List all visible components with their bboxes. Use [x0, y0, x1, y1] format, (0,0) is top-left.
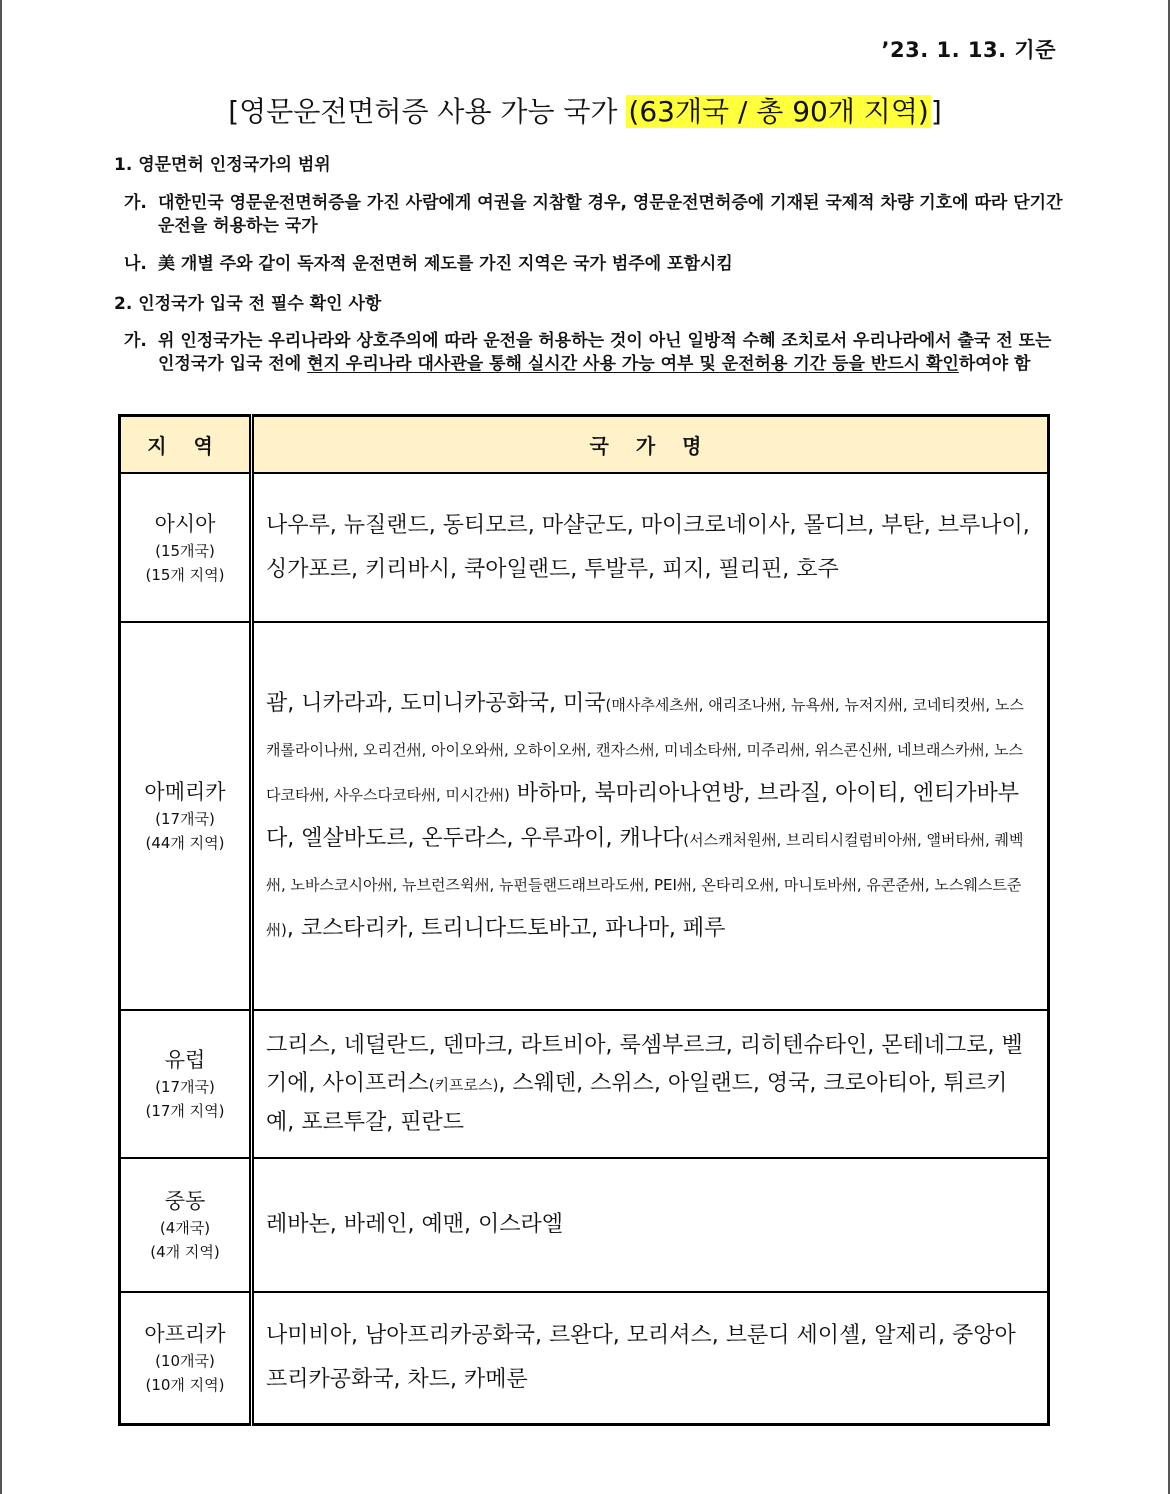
region-cell-america — [120, 622, 252, 1010]
region-count: (17개국) — [155, 810, 215, 828]
countries-cell-middle-east: 레바논, 바레인, 예맨, 이스라엘 — [252, 1158, 1049, 1292]
countries-cell-asia: 나우루, 뉴질랜드, 동티모르, 마샬군도, 마이크로네이사, 몰디브, 부탄, 브루나이, 싱가포르, 키리바시, 쿡아일랜드, 투발루, 피지, 필리핀, 호주 — [252, 473, 1049, 622]
page-border-left — [0, 0, 2, 1494]
item-marker: 나. — [124, 254, 147, 274]
region-name: 아메리카 — [144, 780, 226, 804]
countries-cell-africa: 나미비아, 남아프리카공화국, 르완다, 모리셔스, 브룬디 세이셸, 알제리, 중앙아프리카공화국, 차드, 카메룬 — [252, 1292, 1049, 1424]
region-name: 중동 — [164, 1189, 206, 1213]
countries-cell-america: 괌, 니카라과, 도미니카공화국, 미국(매사추세츠州, 애리조나州, 뉴욕州, 뉴저지州, 코네티컷州, 노스캐롤라이나州, 오리건州, 아이오와州, 오하이오州, 캔자스州, 미네소타州, 미주리州, 위스콘신州, 네브래스카州, 노스다코타州, 사우스다코타州, 미시간州) 바하마, 북마리아나연방, 브라질, 아이티, 엔티가바부다, 엘살바도르, 온두라스, 우루과이, 캐나다(서스캐처원州, 브리티시컬럼비아州, 앨버타州, 퀘벡州, 노바스코시아州, 뉴브런즈윅州, 뉴펀들랜드래브라도州, PEI州, 온타리오州, 마니토바州, 유콘준州, 노스웨스트준州), 코스타리카, 트리니다드토바고, 파나마, 페루 — [252, 622, 1049, 1010]
region-count: (4개국) — [159, 1219, 211, 1237]
section2-heading: 2. 인정국가 입국 전 필수 확인 사항 — [114, 294, 382, 314]
item-marker: 가. — [124, 331, 147, 351]
title-main: [영문운전면허증 사용 가능 국가 — [228, 95, 627, 128]
table-row — [120, 1158, 1049, 1292]
region-cell-middle-east — [120, 1158, 252, 1292]
header-region: 지 역 — [120, 416, 252, 474]
title-highlight: (63개국 / 총 90개 지역) — [628, 95, 929, 128]
region-cell-asia — [120, 473, 252, 622]
underlined-notice: 현지 우리나라 대사관을 통해 실시간 사용 가능 여부 및 운전허용 기간 등을 반드시 확인 — [307, 354, 959, 374]
region-count: (10개국) — [155, 1351, 215, 1370]
region-cell-europe — [120, 1010, 252, 1158]
region-areas: (10개 지역) — [145, 1375, 225, 1394]
item-text: 위 인정국가는 우리나라와 상호주의에 따라 운전을 허용하는 것이 아닌 일방적 수혜 조치로서 우리나라에서 출국 전 또는 인정국가 입국 전에 현지 우리나라 대사관을 통해 실시간 사용 가능 여부 및 운전허용 기간 등을 반드시 확인하여야 함 — [158, 331, 1052, 374]
country-table — [118, 414, 1050, 1426]
section1-item-na — [124, 253, 1064, 276]
table-row — [120, 622, 1049, 1010]
region-name: 유럽 — [164, 1048, 206, 1072]
title-end: ] — [930, 95, 942, 128]
region-name: 아프리카 — [144, 1321, 226, 1346]
region-areas: (15개 지역) — [145, 565, 225, 584]
section1-item-ga — [124, 192, 1064, 238]
region-count: (17개국) — [155, 1078, 215, 1096]
table-row — [120, 1010, 1049, 1158]
us-states-list: (매사추세츠州, 애리조나州, 뉴욕州, 뉴저지州, 코네티컷州, 노스캐롤라이나州, 오리건州, 아이오와州, 오하이오州, 캔자스州, 미네소타州, 미주리州, 위스콘신州, 네브래스카州, 노스다코타州, 사우스다코타州, 미시간州) — [266, 696, 1024, 804]
page-title — [0, 90, 1170, 130]
table-header-row — [120, 416, 1049, 474]
header-countries: 국 가 명 — [252, 416, 1049, 474]
item-text: 대한민국 영문운전면허증을 가진 사람에게 여권을 지참할 경우, 영문운전면허증에 기재된 국제적 차량 기호에 따라 단기간 운전을 허용하는 국가 — [158, 193, 1063, 236]
canada-provinces-list: (서스캐처원州, 브리티시컬럼비아州, 앨버타州, 퀘벡州, 노바스코시아州, 뉴브런즈윅州, 뉴펀들랜드래브라도州, PEI州, 온타리오州, 마니토바州, 유콘준州, 노스웨스트준州) — [266, 831, 1024, 939]
region-cell-africa — [120, 1292, 252, 1424]
table-row — [120, 1292, 1049, 1424]
region-name: 아시아 — [154, 511, 216, 536]
reference-date: ’23. 1. 13. 기준 — [881, 38, 1056, 62]
cyprus-note: (키프로스) — [428, 1075, 499, 1094]
region-areas: (44개 지역) — [145, 834, 225, 852]
item-marker: 가. — [124, 193, 147, 213]
section2-item-ga — [124, 330, 1064, 376]
item-text: 美 개별 주와 같이 독자적 운전면허 제도를 가진 지역은 국가 범주에 포함시킴 — [158, 254, 733, 274]
region-areas: (17개 지역) — [145, 1102, 225, 1120]
section1-heading: 1. 영문면허 인정국가의 범위 — [114, 155, 331, 175]
region-areas: (4개 지역) — [150, 1243, 220, 1261]
countries-cell-europe: 그리스, 네덜란드, 덴마크, 라트비아, 룩셈부르크, 리히텐슈타인, 몬테네그로, 벨기에, 사이프러스(키프로스), 스웨덴, 스위스, 아일랜드, 영국, 크로아티아, 튀르키예, 포르투갈, 핀란드 — [252, 1010, 1049, 1158]
region-count: (15개국) — [155, 541, 215, 560]
table-row — [120, 473, 1049, 622]
